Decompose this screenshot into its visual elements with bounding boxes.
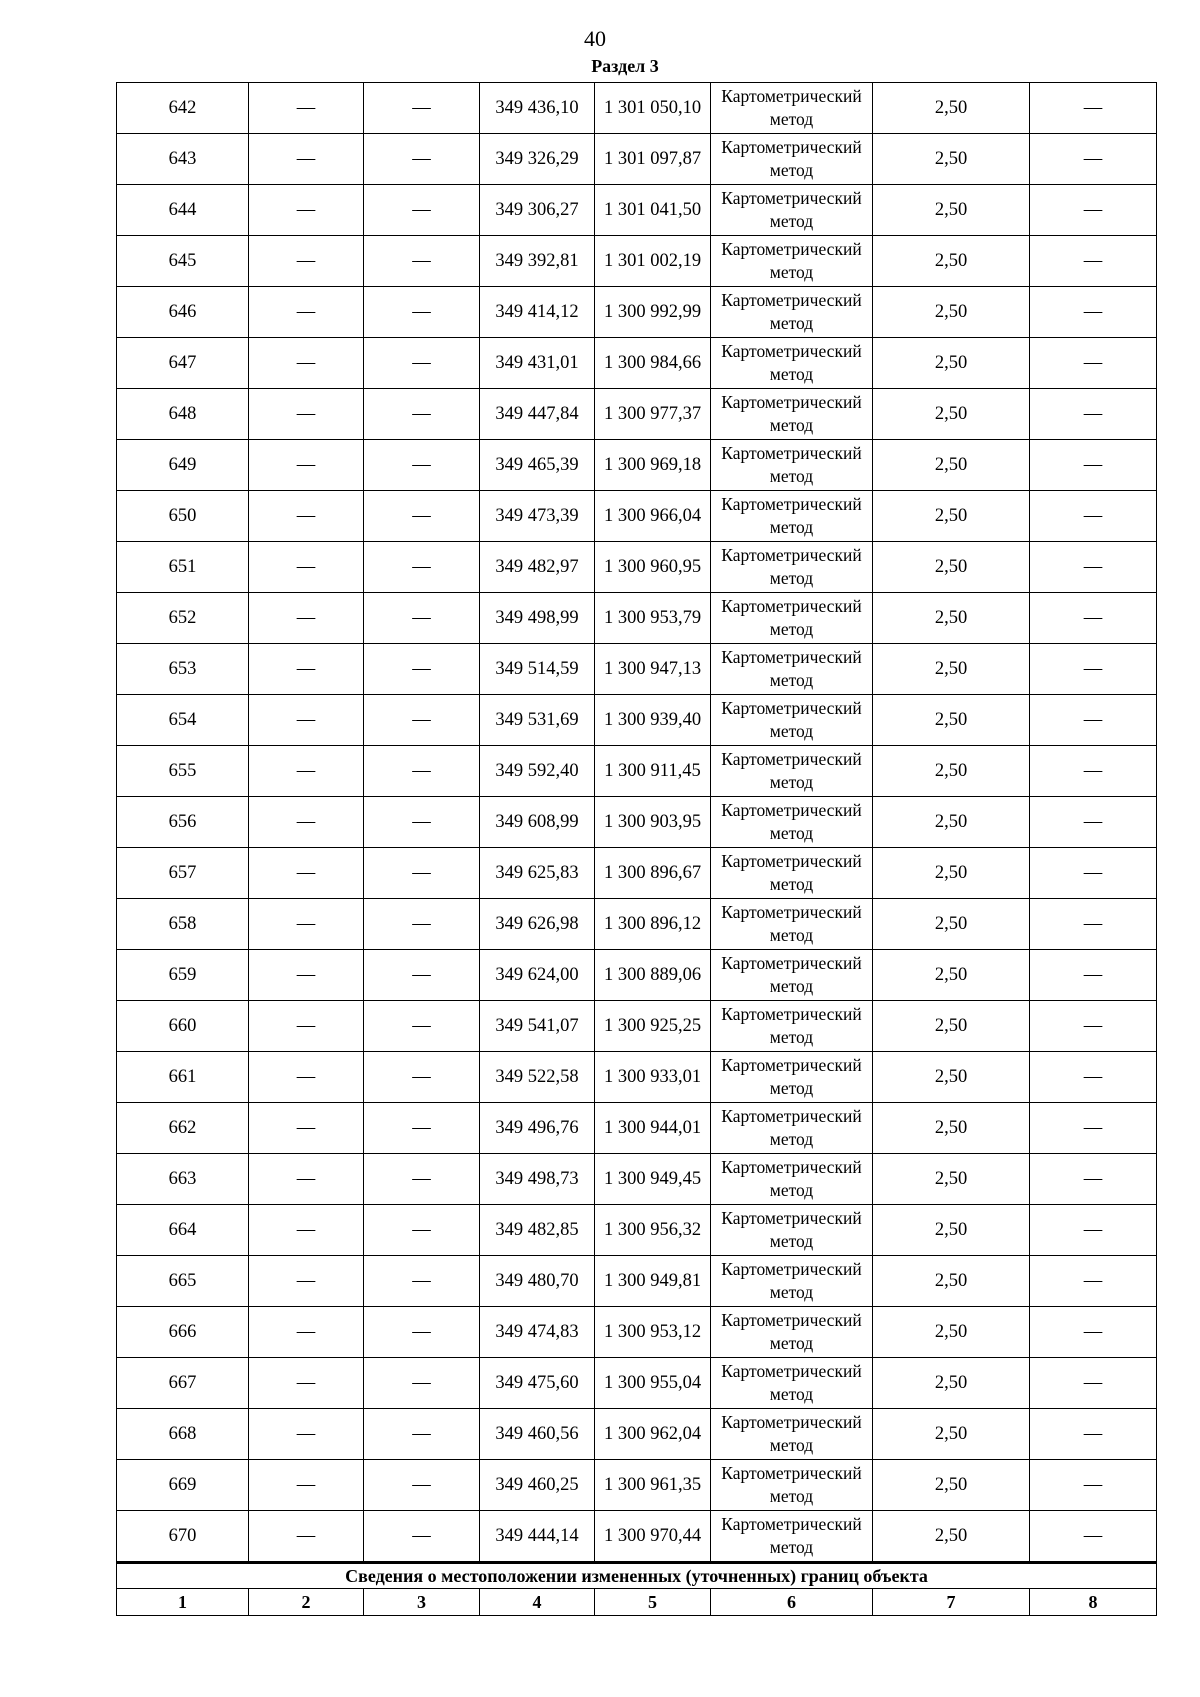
new-x-cell: 349 306,27 — [480, 185, 595, 236]
new-x-cell: 349 431,01 — [480, 338, 595, 389]
accuracy-cell: 2,50 — [873, 1256, 1030, 1307]
point-number-cell: 659 — [117, 950, 249, 1001]
new-x-cell: 349 465,39 — [480, 440, 595, 491]
new-y-cell: 1 300 966,04 — [595, 491, 711, 542]
method-cell: Картометрический метод — [711, 1409, 873, 1460]
old-y-cell: — — [364, 83, 480, 134]
old-x-cell: — — [249, 1001, 364, 1052]
new-x-cell: 349 460,25 — [480, 1460, 595, 1511]
old-y-cell: — — [364, 236, 480, 287]
method-cell: Картометрический метод — [711, 797, 873, 848]
method-cell: Картометрический метод — [711, 236, 873, 287]
method-cell: Картометрический метод — [711, 1307, 873, 1358]
old-x-cell: — — [249, 1409, 364, 1460]
table-row — [117, 134, 1157, 185]
new-y-cell: 1 300 889,06 — [595, 950, 711, 1001]
point-number-cell: 648 — [117, 389, 249, 440]
new-x-cell: 349 514,59 — [480, 644, 595, 695]
point-number-cell: 668 — [117, 1409, 249, 1460]
accuracy-cell: 2,50 — [873, 899, 1030, 950]
old-y-cell: — — [364, 899, 480, 950]
description-cell: — — [1030, 1154, 1157, 1205]
column-number-cell: 6 — [711, 1589, 873, 1616]
new-x-cell: 349 522,58 — [480, 1052, 595, 1103]
old-x-cell: — — [249, 1358, 364, 1409]
point-number-cell: 667 — [117, 1358, 249, 1409]
method-cell: Картометрический метод — [711, 950, 873, 1001]
description-cell: — — [1030, 389, 1157, 440]
accuracy-cell: 2,50 — [873, 542, 1030, 593]
old-x-cell: — — [249, 950, 364, 1001]
new-y-cell: 1 300 944,01 — [595, 1103, 711, 1154]
table-body — [117, 83, 1157, 1616]
point-number-cell: 669 — [117, 1460, 249, 1511]
point-number-cell: 647 — [117, 338, 249, 389]
method-cell: Картометрический метод — [711, 542, 873, 593]
new-x-cell: 349 496,76 — [480, 1103, 595, 1154]
old-y-cell: — — [364, 695, 480, 746]
old-x-cell: — — [249, 287, 364, 338]
old-y-cell: — — [364, 1307, 480, 1358]
accuracy-cell: 2,50 — [873, 593, 1030, 644]
table-row — [117, 1409, 1157, 1460]
caption-row — [117, 1563, 1157, 1589]
old-y-cell: — — [364, 1460, 480, 1511]
new-x-cell: 349 326,29 — [480, 134, 595, 185]
new-y-cell: 1 300 939,40 — [595, 695, 711, 746]
method-cell: Картометрический метод — [711, 1358, 873, 1409]
table-row — [117, 695, 1157, 746]
old-x-cell: — — [249, 848, 364, 899]
table-row — [117, 491, 1157, 542]
description-cell: — — [1030, 848, 1157, 899]
method-cell: Картометрический метод — [711, 1001, 873, 1052]
accuracy-cell: 2,50 — [873, 185, 1030, 236]
method-cell: Картометрический метод — [711, 185, 873, 236]
description-cell: — — [1030, 185, 1157, 236]
new-y-cell: 1 300 896,67 — [595, 848, 711, 899]
accuracy-cell: 2,50 — [873, 491, 1030, 542]
description-cell: — — [1030, 1511, 1157, 1563]
old-y-cell: — — [364, 134, 480, 185]
new-y-cell: 1 300 956,32 — [595, 1205, 711, 1256]
point-number-cell: 649 — [117, 440, 249, 491]
table-row — [117, 950, 1157, 1001]
point-number-cell: 642 — [117, 83, 249, 134]
description-cell: — — [1030, 746, 1157, 797]
point-number-cell: 644 — [117, 185, 249, 236]
accuracy-cell: 2,50 — [873, 83, 1030, 134]
point-number-cell: 663 — [117, 1154, 249, 1205]
accuracy-cell: 2,50 — [873, 1307, 1030, 1358]
old-y-cell: — — [364, 338, 480, 389]
description-cell: — — [1030, 440, 1157, 491]
old-y-cell: — — [364, 950, 480, 1001]
accuracy-cell: 2,50 — [873, 950, 1030, 1001]
description-cell: — — [1030, 1307, 1157, 1358]
method-cell: Картометрический метод — [711, 491, 873, 542]
point-number-cell: 665 — [117, 1256, 249, 1307]
table-row — [117, 899, 1157, 950]
old-x-cell: — — [249, 644, 364, 695]
method-cell: Картометрический метод — [711, 287, 873, 338]
new-y-cell: 1 300 960,95 — [595, 542, 711, 593]
column-number-cell: 2 — [249, 1589, 364, 1616]
table-row — [117, 338, 1157, 389]
new-y-cell: 1 301 050,10 — [595, 83, 711, 134]
point-number-cell: 654 — [117, 695, 249, 746]
accuracy-cell: 2,50 — [873, 1001, 1030, 1052]
accuracy-cell: 2,50 — [873, 287, 1030, 338]
table-row — [117, 746, 1157, 797]
column-number-cell: 3 — [364, 1589, 480, 1616]
accuracy-cell: 2,50 — [873, 848, 1030, 899]
accuracy-cell: 2,50 — [873, 338, 1030, 389]
new-y-cell: 1 300 933,01 — [595, 1052, 711, 1103]
new-x-cell: 349 531,69 — [480, 695, 595, 746]
new-y-cell: 1 300 903,95 — [595, 797, 711, 848]
new-x-cell: 349 482,85 — [480, 1205, 595, 1256]
old-y-cell: — — [364, 746, 480, 797]
new-y-cell: 1 301 097,87 — [595, 134, 711, 185]
description-cell: — — [1030, 287, 1157, 338]
point-number-cell: 662 — [117, 1103, 249, 1154]
new-x-cell: 349 592,40 — [480, 746, 595, 797]
old-x-cell: — — [249, 185, 364, 236]
point-number-cell: 661 — [117, 1052, 249, 1103]
description-cell: — — [1030, 542, 1157, 593]
new-y-cell: 1 300 949,81 — [595, 1256, 711, 1307]
new-x-cell: 349 608,99 — [480, 797, 595, 848]
column-number-row — [117, 1589, 1157, 1616]
accuracy-cell: 2,50 — [873, 1103, 1030, 1154]
old-y-cell: — — [364, 389, 480, 440]
old-y-cell: — — [364, 797, 480, 848]
accuracy-cell: 2,50 — [873, 440, 1030, 491]
method-cell: Картометрический метод — [711, 134, 873, 185]
table-row — [117, 440, 1157, 491]
method-cell: Картометрический метод — [711, 644, 873, 695]
old-y-cell: — — [364, 542, 480, 593]
point-number-cell: 655 — [117, 746, 249, 797]
old-x-cell: — — [249, 1052, 364, 1103]
new-x-cell: 349 414,12 — [480, 287, 595, 338]
point-number-cell: 643 — [117, 134, 249, 185]
new-y-cell: 1 300 961,35 — [595, 1460, 711, 1511]
description-cell: — — [1030, 593, 1157, 644]
new-y-cell: 1 300 955,04 — [595, 1358, 711, 1409]
page-number: 40 — [584, 26, 606, 51]
old-y-cell: — — [364, 593, 480, 644]
accuracy-cell: 2,50 — [873, 1154, 1030, 1205]
column-number-cell: 8 — [1030, 1589, 1157, 1616]
old-x-cell: — — [249, 440, 364, 491]
new-x-cell: 349 624,00 — [480, 950, 595, 1001]
method-cell: Картометрический метод — [711, 1256, 873, 1307]
accuracy-cell: 2,50 — [873, 1511, 1030, 1563]
description-cell: — — [1030, 1001, 1157, 1052]
new-y-cell: 1 300 947,13 — [595, 644, 711, 695]
table-row — [117, 1307, 1157, 1358]
old-y-cell: — — [364, 848, 480, 899]
method-cell: Картометрический метод — [711, 1154, 873, 1205]
new-y-cell: 1 301 002,19 — [595, 236, 711, 287]
column-number-cell: 7 — [873, 1589, 1030, 1616]
table-row — [117, 797, 1157, 848]
description-cell: — — [1030, 134, 1157, 185]
point-number-cell: 651 — [117, 542, 249, 593]
accuracy-cell: 2,50 — [873, 644, 1030, 695]
old-y-cell: — — [364, 1511, 480, 1563]
accuracy-cell: 2,50 — [873, 1205, 1030, 1256]
description-cell: — — [1030, 1358, 1157, 1409]
table-row — [117, 848, 1157, 899]
new-y-cell: 1 300 977,37 — [595, 389, 711, 440]
description-cell: — — [1030, 83, 1157, 134]
description-cell: — — [1030, 695, 1157, 746]
table-row — [117, 83, 1157, 134]
old-x-cell: — — [249, 1205, 364, 1256]
method-cell: Картометрический метод — [711, 1052, 873, 1103]
new-x-cell: 349 474,83 — [480, 1307, 595, 1358]
table-row — [117, 1205, 1157, 1256]
table-row — [117, 1511, 1157, 1563]
accuracy-cell: 2,50 — [873, 1052, 1030, 1103]
old-y-cell: — — [364, 1358, 480, 1409]
point-number-cell: 653 — [117, 644, 249, 695]
new-y-cell: 1 300 984,66 — [595, 338, 711, 389]
method-cell: Картометрический метод — [711, 899, 873, 950]
old-y-cell: — — [364, 1256, 480, 1307]
new-x-cell: 349 392,81 — [480, 236, 595, 287]
point-number-cell: 650 — [117, 491, 249, 542]
point-number-cell: 657 — [117, 848, 249, 899]
old-y-cell: — — [364, 491, 480, 542]
description-cell: — — [1030, 1256, 1157, 1307]
point-number-cell: 666 — [117, 1307, 249, 1358]
accuracy-cell: 2,50 — [873, 797, 1030, 848]
old-x-cell: — — [249, 1511, 364, 1563]
description-cell: — — [1030, 338, 1157, 389]
accuracy-cell: 2,50 — [873, 389, 1030, 440]
method-cell: Картометрический метод — [711, 746, 873, 797]
column-number-cell: 1 — [117, 1589, 249, 1616]
old-x-cell: — — [249, 542, 364, 593]
point-number-cell: 656 — [117, 797, 249, 848]
point-number-cell: 646 — [117, 287, 249, 338]
old-x-cell: — — [249, 1256, 364, 1307]
table-row — [117, 542, 1157, 593]
old-x-cell: — — [249, 83, 364, 134]
table-row — [117, 1052, 1157, 1103]
table-row — [117, 644, 1157, 695]
accuracy-cell: 2,50 — [873, 695, 1030, 746]
description-cell: — — [1030, 491, 1157, 542]
old-x-cell: — — [249, 899, 364, 950]
description-cell: — — [1030, 1205, 1157, 1256]
new-x-cell: 349 626,98 — [480, 899, 595, 950]
accuracy-cell: 2,50 — [873, 134, 1030, 185]
description-cell: — — [1030, 236, 1157, 287]
table-row — [117, 389, 1157, 440]
description-cell: — — [1030, 950, 1157, 1001]
method-cell: Картометрический метод — [711, 1205, 873, 1256]
table-row — [117, 593, 1157, 644]
accuracy-cell: 2,50 — [873, 1409, 1030, 1460]
new-x-cell: 349 625,83 — [480, 848, 595, 899]
new-x-cell: 349 475,60 — [480, 1358, 595, 1409]
description-cell: — — [1030, 1409, 1157, 1460]
table-caption: Сведения о местоположении измененных (уточненных) границ объекта — [117, 1563, 1157, 1589]
old-x-cell: — — [249, 1154, 364, 1205]
new-x-cell: 349 482,97 — [480, 542, 595, 593]
new-y-cell: 1 300 953,12 — [595, 1307, 711, 1358]
table-row — [117, 1103, 1157, 1154]
description-cell: — — [1030, 797, 1157, 848]
old-x-cell: — — [249, 593, 364, 644]
method-cell: Картометрический метод — [711, 1103, 873, 1154]
new-x-cell: 349 444,14 — [480, 1511, 595, 1563]
point-number-cell: 652 — [117, 593, 249, 644]
accuracy-cell: 2,50 — [873, 236, 1030, 287]
table-row — [117, 236, 1157, 287]
new-y-cell: 1 300 953,79 — [595, 593, 711, 644]
table-row — [117, 287, 1157, 338]
new-y-cell: 1 300 925,25 — [595, 1001, 711, 1052]
method-cell: Картометрический метод — [711, 695, 873, 746]
section-title: Раздел 3 — [591, 56, 659, 76]
new-y-cell: 1 300 949,45 — [595, 1154, 711, 1205]
old-y-cell: — — [364, 440, 480, 491]
old-x-cell: — — [249, 338, 364, 389]
point-number-cell: 664 — [117, 1205, 249, 1256]
new-y-cell: 1 300 962,04 — [595, 1409, 711, 1460]
coordinates-table — [116, 82, 1157, 1616]
method-cell: Картометрический метод — [711, 1460, 873, 1511]
old-y-cell: — — [364, 1409, 480, 1460]
old-x-cell: — — [249, 797, 364, 848]
new-x-cell: 349 436,10 — [480, 83, 595, 134]
column-number-cell: 5 — [595, 1589, 711, 1616]
old-x-cell: — — [249, 746, 364, 797]
accuracy-cell: 2,50 — [873, 1358, 1030, 1409]
new-x-cell: 349 473,39 — [480, 491, 595, 542]
description-cell: — — [1030, 899, 1157, 950]
description-cell: — — [1030, 644, 1157, 695]
method-cell: Картометрический метод — [711, 389, 873, 440]
method-cell: Картометрический метод — [711, 1511, 873, 1563]
new-x-cell: 349 480,70 — [480, 1256, 595, 1307]
point-number-cell: 658 — [117, 899, 249, 950]
description-cell: — — [1030, 1460, 1157, 1511]
old-x-cell: — — [249, 134, 364, 185]
table-row — [117, 1460, 1157, 1511]
method-cell: Картометрический метод — [711, 338, 873, 389]
accuracy-cell: 2,50 — [873, 1460, 1030, 1511]
new-y-cell: 1 300 969,18 — [595, 440, 711, 491]
new-x-cell: 349 498,99 — [480, 593, 595, 644]
old-y-cell: — — [364, 185, 480, 236]
old-x-cell: — — [249, 236, 364, 287]
old-x-cell: — — [249, 491, 364, 542]
old-y-cell: — — [364, 644, 480, 695]
new-x-cell: 349 498,73 — [480, 1154, 595, 1205]
table-row — [117, 1001, 1157, 1052]
point-number-cell: 660 — [117, 1001, 249, 1052]
old-y-cell: — — [364, 1001, 480, 1052]
old-x-cell: — — [249, 1103, 364, 1154]
old-y-cell: — — [364, 1205, 480, 1256]
method-cell: Картометрический метод — [711, 440, 873, 491]
description-cell: — — [1030, 1103, 1157, 1154]
new-x-cell: 349 460,56 — [480, 1409, 595, 1460]
new-y-cell: 1 300 970,44 — [595, 1511, 711, 1563]
point-number-cell: 645 — [117, 236, 249, 287]
new-x-cell: 349 447,84 — [480, 389, 595, 440]
description-cell: — — [1030, 1052, 1157, 1103]
old-x-cell: — — [249, 1460, 364, 1511]
new-x-cell: 349 541,07 — [480, 1001, 595, 1052]
old-x-cell: — — [249, 695, 364, 746]
new-y-cell: 1 300 911,45 — [595, 746, 711, 797]
old-x-cell: — — [249, 389, 364, 440]
table-row — [117, 1154, 1157, 1205]
new-y-cell: 1 301 041,50 — [595, 185, 711, 236]
accuracy-cell: 2,50 — [873, 746, 1030, 797]
old-y-cell: — — [364, 1052, 480, 1103]
new-y-cell: 1 300 896,12 — [595, 899, 711, 950]
table-row — [117, 1358, 1157, 1409]
old-y-cell: — — [364, 1103, 480, 1154]
old-y-cell: — — [364, 287, 480, 338]
point-number-cell: 670 — [117, 1511, 249, 1563]
new-y-cell: 1 300 992,99 — [595, 287, 711, 338]
old-x-cell: — — [249, 1307, 364, 1358]
method-cell: Картометрический метод — [711, 593, 873, 644]
old-y-cell: — — [364, 1154, 480, 1205]
table-row — [117, 185, 1157, 236]
method-cell: Картометрический метод — [711, 83, 873, 134]
method-cell: Картометрический метод — [711, 848, 873, 899]
column-number-cell: 4 — [480, 1589, 595, 1616]
table-row — [117, 1256, 1157, 1307]
